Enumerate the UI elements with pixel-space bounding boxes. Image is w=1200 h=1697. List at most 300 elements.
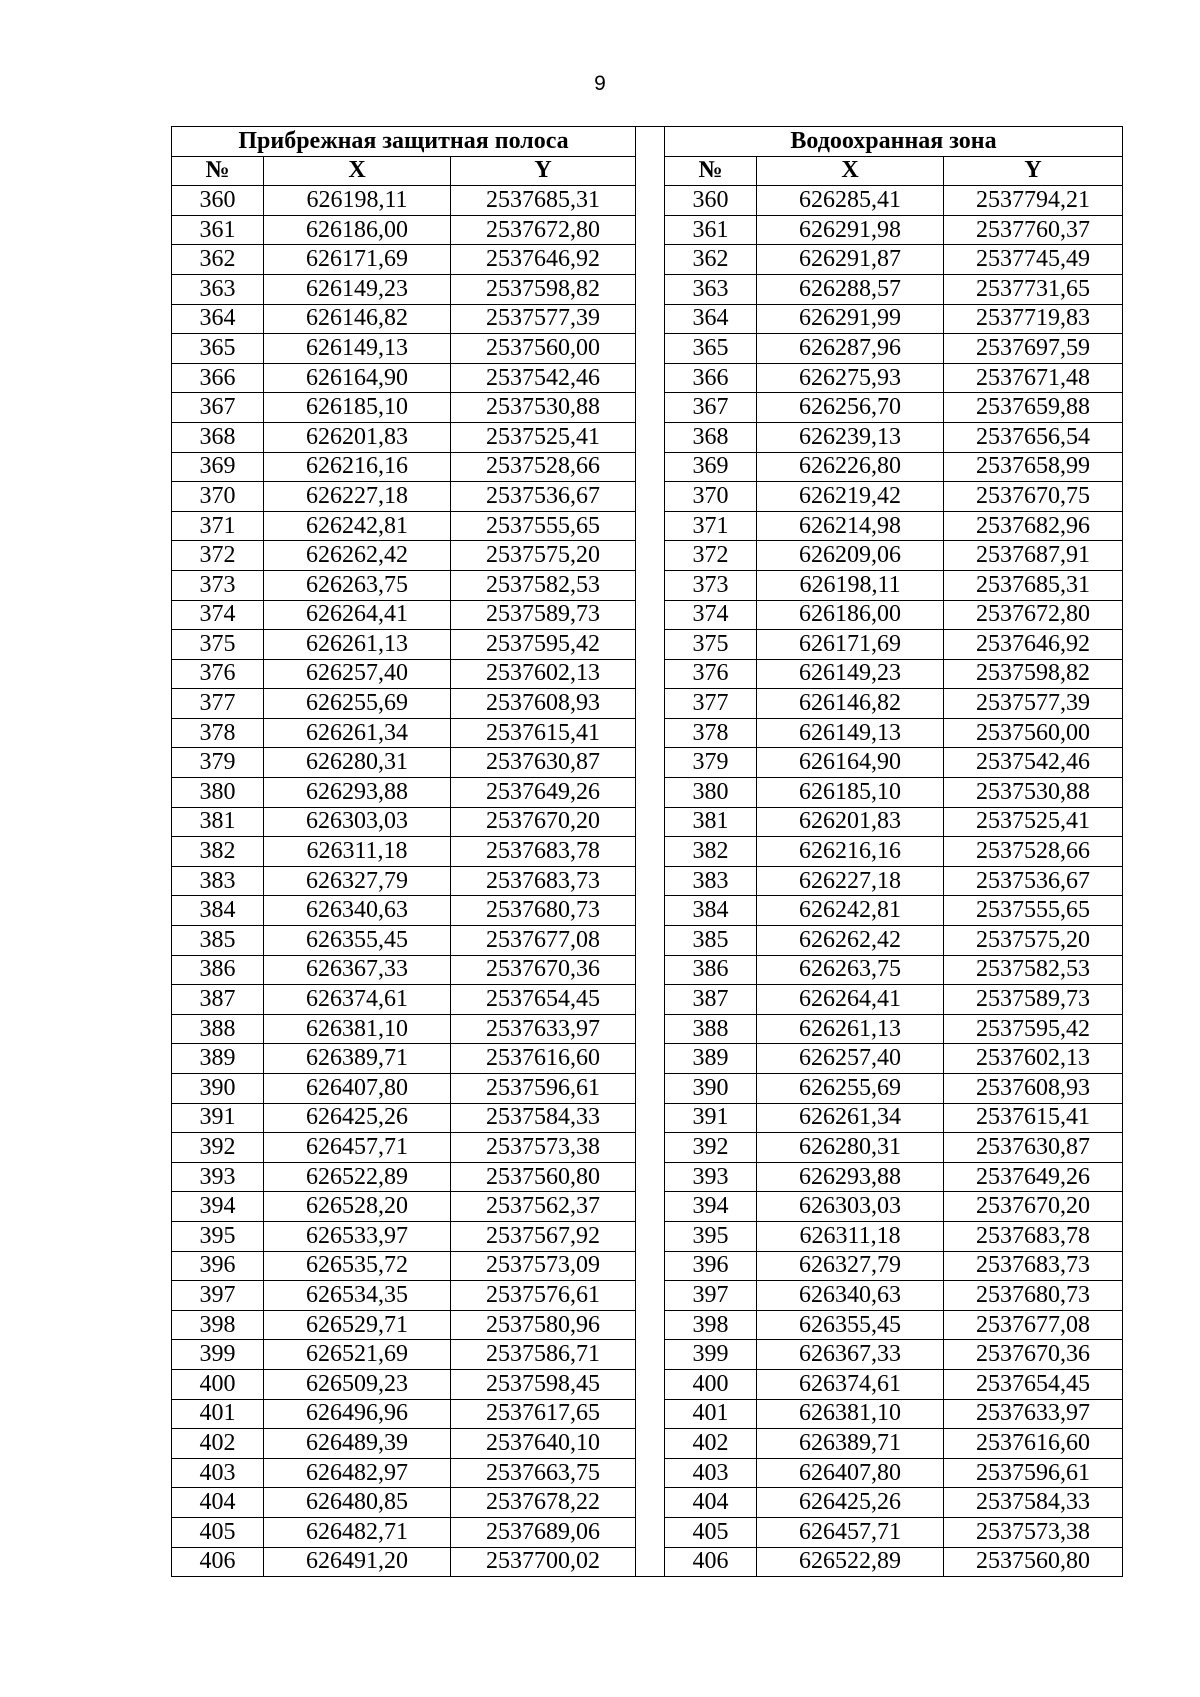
left-x-value: 626340,63 — [264, 896, 451, 926]
column-separator — [636, 393, 665, 423]
right-x-value: 626264,41 — [757, 985, 944, 1015]
column-separator — [636, 600, 665, 630]
water-protection-zone-title: Водоохранная зона — [665, 127, 1123, 157]
left-y-value: 2537670,36 — [451, 955, 636, 985]
table-row — [172, 866, 1123, 896]
right-x-value: 626261,13 — [757, 1014, 944, 1044]
left-point-number: 377 — [172, 689, 264, 719]
right-point-number: 399 — [665, 1340, 757, 1370]
table-row — [172, 1251, 1123, 1281]
left-y-value: 2537573,38 — [451, 1133, 636, 1163]
left-y-value: 2537598,82 — [451, 274, 636, 304]
right-y-value: 2537677,08 — [944, 1310, 1123, 1340]
right-point-number: 378 — [665, 718, 757, 748]
left-point-number: 373 — [172, 570, 264, 600]
right-y-header: Y — [944, 156, 1123, 186]
table-row — [172, 778, 1123, 808]
table-row — [172, 393, 1123, 423]
left-x-value: 626381,10 — [264, 1014, 451, 1044]
right-x-value: 626381,10 — [757, 1399, 944, 1429]
right-y-value: 2537577,39 — [944, 689, 1123, 719]
left-x-value: 626164,90 — [264, 363, 451, 393]
left-y-value: 2537672,80 — [451, 215, 636, 245]
left-point-number: 362 — [172, 245, 264, 275]
right-point-number: 397 — [665, 1281, 757, 1311]
column-separator — [636, 363, 665, 393]
right-x-value: 626287,96 — [757, 334, 944, 364]
right-x-value: 626280,31 — [757, 1133, 944, 1163]
left-point-number: 388 — [172, 1014, 264, 1044]
table-row — [172, 1044, 1123, 1074]
column-separator — [636, 1103, 665, 1133]
table-row — [172, 482, 1123, 512]
table-row — [172, 926, 1123, 956]
right-point-number: 396 — [665, 1251, 757, 1281]
left-y-value: 2537580,96 — [451, 1310, 636, 1340]
left-y-value: 2537589,73 — [451, 600, 636, 630]
left-x-value: 626198,11 — [264, 186, 451, 216]
column-separator — [636, 304, 665, 334]
right-y-value: 2537633,97 — [944, 1399, 1123, 1429]
table-row — [172, 1192, 1123, 1222]
right-x-value: 626327,79 — [757, 1251, 944, 1281]
table-row — [172, 718, 1123, 748]
right-x-value: 626257,40 — [757, 1044, 944, 1074]
right-y-value: 2537659,88 — [944, 393, 1123, 423]
table-row — [172, 541, 1123, 571]
right-x-value: 626171,69 — [757, 630, 944, 660]
table-row — [172, 1488, 1123, 1518]
right-y-value: 2537697,59 — [944, 334, 1123, 364]
left-y-value: 2537654,45 — [451, 985, 636, 1015]
table-row — [172, 837, 1123, 867]
right-y-value: 2537573,38 — [944, 1517, 1123, 1547]
right-y-value: 2537616,60 — [944, 1429, 1123, 1459]
right-point-number: 374 — [665, 600, 757, 630]
column-separator — [636, 1281, 665, 1311]
left-x-value: 626327,79 — [264, 866, 451, 896]
table-row — [172, 807, 1123, 837]
column-separator — [636, 1044, 665, 1074]
right-x-header: X — [757, 156, 944, 186]
left-x-value: 626146,82 — [264, 304, 451, 334]
left-y-value: 2537575,20 — [451, 541, 636, 571]
right-point-number: 406 — [665, 1547, 757, 1577]
right-x-value: 626226,80 — [757, 452, 944, 482]
right-point-number: 383 — [665, 866, 757, 896]
left-point-number: 386 — [172, 955, 264, 985]
right-y-value: 2537719,83 — [944, 304, 1123, 334]
right-x-value: 626389,71 — [757, 1429, 944, 1459]
table-row — [172, 1340, 1123, 1370]
column-separator — [636, 570, 665, 600]
left-x-value: 626185,10 — [264, 393, 451, 423]
column-separator — [636, 127, 665, 157]
right-point-number: 384 — [665, 896, 757, 926]
column-separator — [636, 630, 665, 660]
right-x-value: 626303,03 — [757, 1192, 944, 1222]
left-x-value: 626263,75 — [264, 570, 451, 600]
right-point-number: 382 — [665, 837, 757, 867]
right-y-value: 2537542,46 — [944, 748, 1123, 778]
left-y-value: 2537646,92 — [451, 245, 636, 275]
table-row — [172, 985, 1123, 1015]
table-row — [172, 748, 1123, 778]
left-point-number: 364 — [172, 304, 264, 334]
left-y-value: 2537700,02 — [451, 1547, 636, 1577]
left-y-value: 2537555,65 — [451, 511, 636, 541]
left-point-number: 384 — [172, 896, 264, 926]
left-x-value: 626186,00 — [264, 215, 451, 245]
right-x-value: 626367,33 — [757, 1340, 944, 1370]
right-y-value: 2537536,67 — [944, 866, 1123, 896]
right-point-number: 363 — [665, 274, 757, 304]
column-separator — [636, 718, 665, 748]
left-point-number: 370 — [172, 482, 264, 512]
left-y-value: 2537567,92 — [451, 1221, 636, 1251]
left-point-number: 403 — [172, 1458, 264, 1488]
table-row — [172, 422, 1123, 452]
right-x-value: 626149,23 — [757, 659, 944, 689]
left-x-value: 626522,89 — [264, 1162, 451, 1192]
table-row — [172, 1547, 1123, 1577]
right-y-value: 2537683,73 — [944, 1251, 1123, 1281]
left-y-value: 2537560,00 — [451, 334, 636, 364]
right-point-number: 385 — [665, 926, 757, 956]
left-y-value: 2537685,31 — [451, 186, 636, 216]
right-point-number: 400 — [665, 1369, 757, 1399]
left-x-value: 626264,41 — [264, 600, 451, 630]
right-x-value: 626255,69 — [757, 1074, 944, 1104]
column-separator — [636, 186, 665, 216]
right-y-value: 2537528,66 — [944, 837, 1123, 867]
left-point-number: 397 — [172, 1281, 264, 1311]
left-x-value: 626534,35 — [264, 1281, 451, 1311]
column-separator — [636, 1310, 665, 1340]
table-row — [172, 1074, 1123, 1104]
table-row — [172, 896, 1123, 926]
left-x-value: 626457,71 — [264, 1133, 451, 1163]
table-row — [172, 1369, 1123, 1399]
right-x-value: 626407,80 — [757, 1458, 944, 1488]
right-point-number: 379 — [665, 748, 757, 778]
right-point-number: 395 — [665, 1221, 757, 1251]
page-number: 9 — [594, 72, 606, 95]
right-x-value: 626291,87 — [757, 245, 944, 275]
left-y-value: 2537602,13 — [451, 659, 636, 689]
left-y-value: 2537677,08 — [451, 926, 636, 956]
left-point-number: 369 — [172, 452, 264, 482]
right-point-number: 369 — [665, 452, 757, 482]
left-y-value: 2537670,20 — [451, 807, 636, 837]
right-y-value: 2537560,80 — [944, 1547, 1123, 1577]
right-point-number: 377 — [665, 689, 757, 719]
right-x-value: 626201,83 — [757, 807, 944, 837]
left-y-value: 2537525,41 — [451, 422, 636, 452]
left-x-value: 626257,40 — [264, 659, 451, 689]
coordinates-table — [171, 126, 1123, 1577]
coordinates-table-body — [172, 127, 1123, 1577]
table-row — [172, 363, 1123, 393]
right-y-value: 2537685,31 — [944, 570, 1123, 600]
left-y-value: 2537560,80 — [451, 1162, 636, 1192]
left-x-value: 626311,18 — [264, 837, 451, 867]
left-x-value: 626496,96 — [264, 1399, 451, 1429]
left-point-number: 389 — [172, 1044, 264, 1074]
left-point-number: 380 — [172, 778, 264, 808]
left-point-number: 404 — [172, 1488, 264, 1518]
right-point-number: 389 — [665, 1044, 757, 1074]
left-point-number: 363 — [172, 274, 264, 304]
right-y-value: 2537584,33 — [944, 1488, 1123, 1518]
table-row — [172, 659, 1123, 689]
column-separator — [636, 896, 665, 926]
left-point-number: 368 — [172, 422, 264, 452]
column-separator — [636, 866, 665, 896]
table-row — [172, 452, 1123, 482]
left-x-value: 626242,81 — [264, 511, 451, 541]
right-point-number: 362 — [665, 245, 757, 275]
left-point-number: 399 — [172, 1340, 264, 1370]
table-row — [172, 570, 1123, 600]
table-row — [172, 1133, 1123, 1163]
left-point-number: 406 — [172, 1547, 264, 1577]
right-x-value: 626457,71 — [757, 1517, 944, 1547]
left-y-value: 2537582,53 — [451, 570, 636, 600]
column-separator — [636, 1399, 665, 1429]
column-separator — [636, 452, 665, 482]
left-point-number: 395 — [172, 1221, 264, 1251]
left-y-value: 2537530,88 — [451, 393, 636, 423]
table-row — [172, 1517, 1123, 1547]
right-x-value: 626340,63 — [757, 1281, 944, 1311]
left-point-number: 374 — [172, 600, 264, 630]
right-x-value: 626293,88 — [757, 1162, 944, 1192]
table-row — [172, 1014, 1123, 1044]
right-y-value: 2537794,21 — [944, 186, 1123, 216]
left-point-number: 383 — [172, 866, 264, 896]
column-separator — [636, 778, 665, 808]
table-row — [172, 1458, 1123, 1488]
column-separator — [636, 156, 665, 186]
table-row — [172, 245, 1123, 275]
right-point-number: 373 — [665, 570, 757, 600]
column-separator — [636, 1369, 665, 1399]
right-y-value: 2537656,54 — [944, 422, 1123, 452]
left-y-value: 2537536,67 — [451, 482, 636, 512]
left-x-value: 626521,69 — [264, 1340, 451, 1370]
left-y-value: 2537542,46 — [451, 363, 636, 393]
left-point-number: 381 — [172, 807, 264, 837]
right-x-value: 626291,98 — [757, 215, 944, 245]
left-y-value: 2537630,87 — [451, 748, 636, 778]
left-point-number: 372 — [172, 541, 264, 571]
right-x-value: 626242,81 — [757, 896, 944, 926]
left-point-number: 378 — [172, 718, 264, 748]
left-point-number: 392 — [172, 1133, 264, 1163]
right-point-number: 402 — [665, 1429, 757, 1459]
right-point-number: 404 — [665, 1488, 757, 1518]
left-point-number: 393 — [172, 1162, 264, 1192]
left-x-value: 626262,42 — [264, 541, 451, 571]
column-separator — [636, 1429, 665, 1459]
table-row — [172, 1162, 1123, 1192]
column-separator — [636, 1162, 665, 1192]
right-point-number: 391 — [665, 1103, 757, 1133]
right-point-number: 388 — [665, 1014, 757, 1044]
right-x-value: 626219,42 — [757, 482, 944, 512]
column-separator — [636, 1074, 665, 1104]
left-x-value: 626261,13 — [264, 630, 451, 660]
column-separator — [636, 748, 665, 778]
right-x-value: 626425,26 — [757, 1488, 944, 1518]
right-x-value: 626185,10 — [757, 778, 944, 808]
table-row — [172, 1429, 1123, 1459]
left-point-number: 396 — [172, 1251, 264, 1281]
right-y-value: 2537575,20 — [944, 926, 1123, 956]
right-y-value: 2537683,78 — [944, 1221, 1123, 1251]
right-x-value: 626261,34 — [757, 1103, 944, 1133]
column-separator — [636, 274, 665, 304]
left-y-value: 2537615,41 — [451, 718, 636, 748]
right-y-value: 2537530,88 — [944, 778, 1123, 808]
table-row — [172, 511, 1123, 541]
left-x-value: 626425,26 — [264, 1103, 451, 1133]
left-x-value: 626489,39 — [264, 1429, 451, 1459]
table-row — [172, 334, 1123, 364]
left-point-number: 366 — [172, 363, 264, 393]
right-y-value: 2537687,91 — [944, 541, 1123, 571]
left-number-header: № — [172, 156, 264, 186]
column-separator — [636, 1458, 665, 1488]
left-point-number: 375 — [172, 630, 264, 660]
left-x-value: 626280,31 — [264, 748, 451, 778]
right-y-value: 2537555,65 — [944, 896, 1123, 926]
right-x-value: 626209,06 — [757, 541, 944, 571]
left-point-number: 387 — [172, 985, 264, 1015]
left-x-value: 626407,80 — [264, 1074, 451, 1104]
right-point-number: 360 — [665, 186, 757, 216]
left-y-header: Y — [451, 156, 636, 186]
right-x-value: 626285,41 — [757, 186, 944, 216]
left-point-number: 361 — [172, 215, 264, 245]
left-x-value: 626149,13 — [264, 334, 451, 364]
left-y-value: 2537649,26 — [451, 778, 636, 808]
table-row — [172, 1281, 1123, 1311]
left-y-value: 2537573,09 — [451, 1251, 636, 1281]
right-y-value: 2537680,73 — [944, 1281, 1123, 1311]
left-x-value: 626480,85 — [264, 1488, 451, 1518]
coastal-protective-strip-title: Прибрежная защитная полоса — [172, 127, 636, 157]
table-row — [172, 186, 1123, 216]
right-y-value: 2537630,87 — [944, 1133, 1123, 1163]
left-y-value: 2537680,73 — [451, 896, 636, 926]
right-point-number: 380 — [665, 778, 757, 808]
column-separator — [636, 955, 665, 985]
right-point-number: 370 — [665, 482, 757, 512]
right-point-number: 390 — [665, 1074, 757, 1104]
left-x-value: 626529,71 — [264, 1310, 451, 1340]
column-separator — [636, 1014, 665, 1044]
table-row — [172, 1310, 1123, 1340]
left-point-number: 405 — [172, 1517, 264, 1547]
column-separator — [636, 1517, 665, 1547]
left-y-value: 2537586,71 — [451, 1340, 636, 1370]
right-point-number: 392 — [665, 1133, 757, 1163]
left-x-value: 626355,45 — [264, 926, 451, 956]
column-separator — [636, 482, 665, 512]
column-separator — [636, 689, 665, 719]
right-point-number: 393 — [665, 1162, 757, 1192]
right-x-value: 626262,42 — [757, 926, 944, 956]
right-x-value: 626355,45 — [757, 1310, 944, 1340]
right-y-value: 2537760,37 — [944, 215, 1123, 245]
right-point-number: 366 — [665, 363, 757, 393]
column-separator — [636, 985, 665, 1015]
column-separator — [636, 807, 665, 837]
right-x-value: 626288,57 — [757, 274, 944, 304]
right-x-value: 626216,16 — [757, 837, 944, 867]
left-y-value: 2537596,61 — [451, 1074, 636, 1104]
left-y-value: 2537689,06 — [451, 1517, 636, 1547]
column-separator — [636, 245, 665, 275]
left-point-number: 365 — [172, 334, 264, 364]
right-x-value: 626149,13 — [757, 718, 944, 748]
left-point-number: 394 — [172, 1192, 264, 1222]
table-row — [172, 600, 1123, 630]
left-y-value: 2537617,65 — [451, 1399, 636, 1429]
left-x-value: 626528,20 — [264, 1192, 451, 1222]
right-y-value: 2537670,36 — [944, 1340, 1123, 1370]
right-y-value: 2537560,00 — [944, 718, 1123, 748]
left-y-value: 2537576,61 — [451, 1281, 636, 1311]
table-row — [172, 1399, 1123, 1429]
left-point-number: 376 — [172, 659, 264, 689]
right-x-value: 626291,99 — [757, 304, 944, 334]
right-x-value: 626311,18 — [757, 1221, 944, 1251]
column-separator — [636, 926, 665, 956]
left-y-value: 2537562,37 — [451, 1192, 636, 1222]
right-y-value: 2537671,48 — [944, 363, 1123, 393]
left-x-value: 626509,23 — [264, 1369, 451, 1399]
right-y-value: 2537731,65 — [944, 274, 1123, 304]
column-separator — [636, 1251, 665, 1281]
right-point-number: 368 — [665, 422, 757, 452]
right-y-value: 2537615,41 — [944, 1103, 1123, 1133]
left-x-value: 626149,23 — [264, 274, 451, 304]
right-x-value: 626146,82 — [757, 689, 944, 719]
table-row — [172, 955, 1123, 985]
left-x-value: 626367,33 — [264, 955, 451, 985]
right-y-value: 2537646,92 — [944, 630, 1123, 660]
right-y-value: 2537525,41 — [944, 807, 1123, 837]
right-point-number: 386 — [665, 955, 757, 985]
column-separator — [636, 1488, 665, 1518]
right-x-value: 626256,70 — [757, 393, 944, 423]
right-y-value: 2537658,99 — [944, 452, 1123, 482]
left-y-value: 2537640,10 — [451, 1429, 636, 1459]
left-x-value: 626171,69 — [264, 245, 451, 275]
right-y-value: 2537589,73 — [944, 985, 1123, 1015]
table-row — [172, 630, 1123, 660]
column-separator — [636, 1547, 665, 1577]
left-point-number: 401 — [172, 1399, 264, 1429]
column-separator — [636, 1192, 665, 1222]
right-y-value: 2537672,80 — [944, 600, 1123, 630]
table-row — [172, 304, 1123, 334]
right-x-value: 626186,00 — [757, 600, 944, 630]
right-y-value: 2537649,26 — [944, 1162, 1123, 1192]
